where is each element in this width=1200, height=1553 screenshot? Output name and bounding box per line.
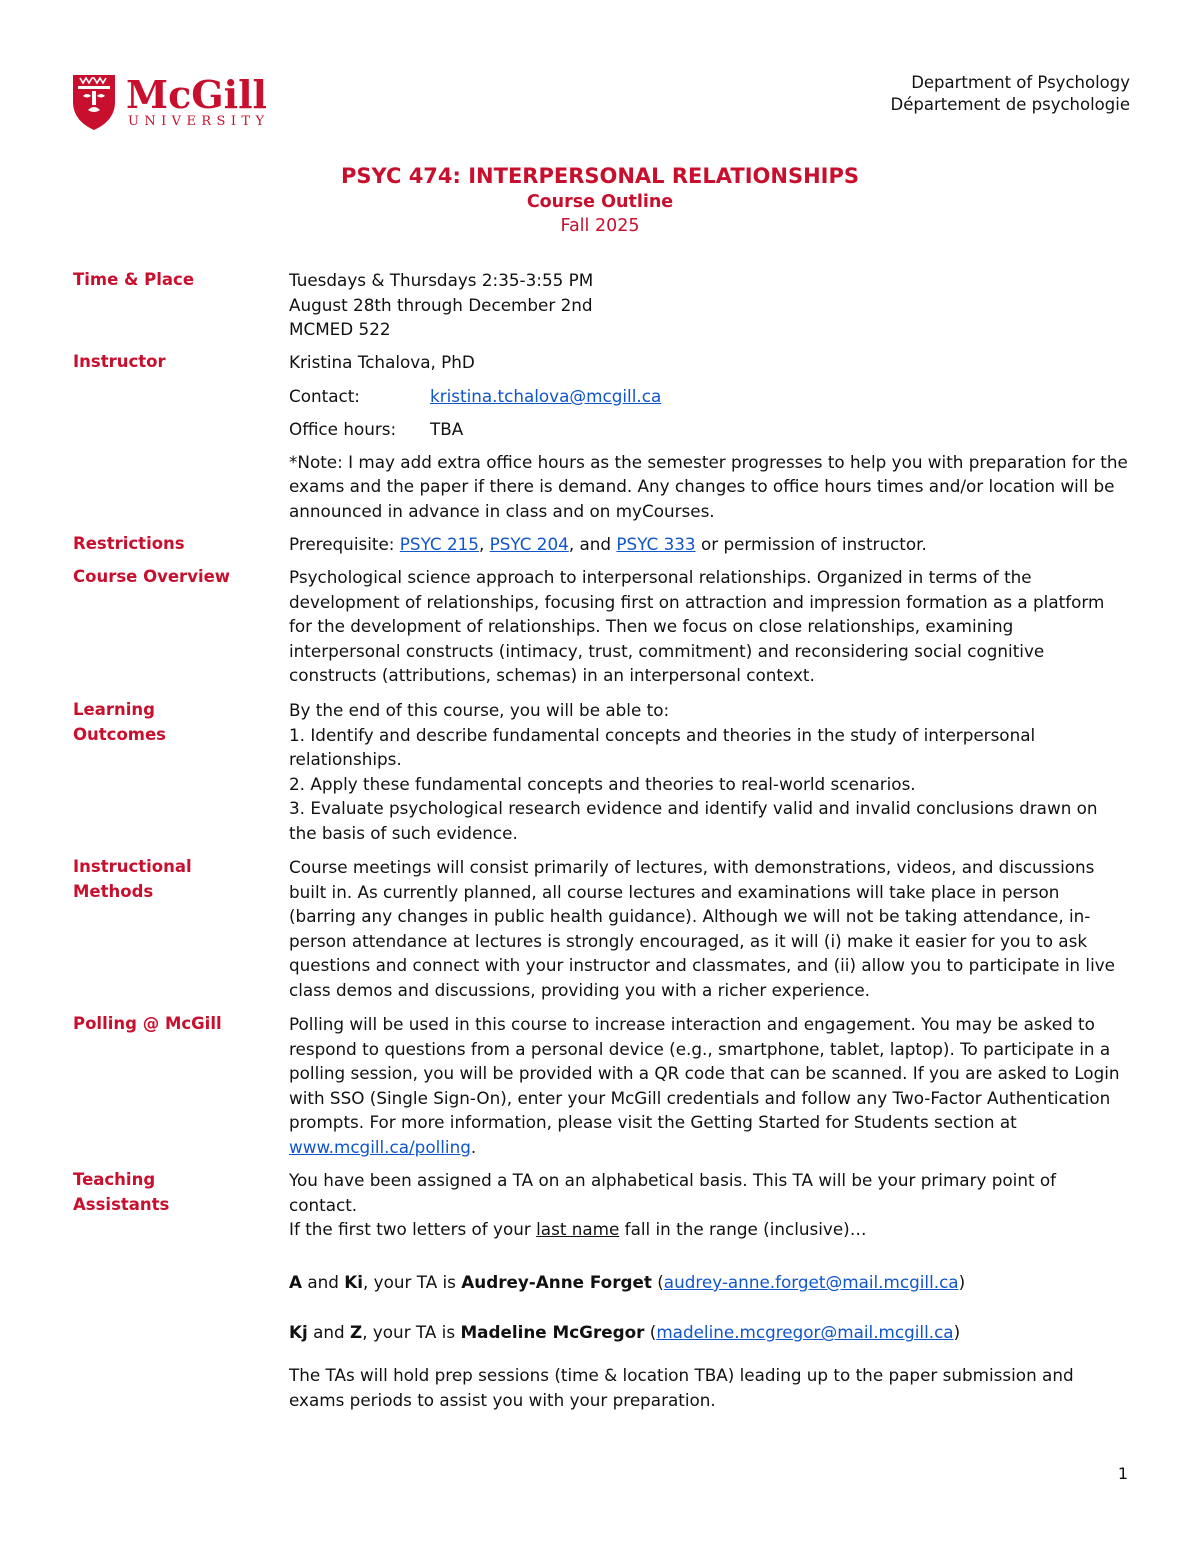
ta2-name: Madeline McGregor: [460, 1322, 645, 1343]
section-content: [289, 1012, 1129, 1160]
ta1-from: A: [289, 1271, 302, 1292]
section-content: [289, 1168, 1129, 1412]
ta1-name: Audrey-Anne Forget: [461, 1271, 652, 1292]
section-label: Instructor: [73, 352, 166, 371]
section-label: Polling @ McGill: [73, 1014, 222, 1033]
separator: ,: [478, 534, 490, 554]
separator: , and: [568, 534, 617, 554]
section-label: Restrictions: [73, 534, 185, 553]
section-content: [289, 698, 1129, 846]
label-line-1: Instructional: [73, 857, 192, 876]
ta2-to: Z: [350, 1322, 363, 1343]
department-english: Department of Psychology: [911, 73, 1130, 92]
page-number: 1: [1117, 1464, 1128, 1483]
ta1-and: and: [302, 1271, 345, 1292]
ta-assignment-1: [289, 1270, 1129, 1295]
paren-open: (: [651, 1271, 664, 1292]
course-subtitle: Course Outline: [526, 192, 674, 212]
label-line-1: Learning: [73, 700, 155, 719]
schedule-room: MCMED 522: [289, 319, 391, 340]
section-content: [289, 532, 1129, 557]
prereq-link-psyc333[interactable]: PSYC 333: [616, 534, 696, 554]
section-content: [289, 565, 1129, 688]
range-pre: If the first two letters of your: [289, 1219, 537, 1240]
outcome-item: 3. Evaluate psychological research evidence and identify valid and invalid conclusions drawn on the basis of such evidence.: [289, 798, 1098, 843]
contact-row: [289, 384, 1129, 409]
prerequisite-prefix: Prerequisite:: [289, 534, 400, 554]
paren-close: ): [958, 1271, 966, 1292]
label-line-2: Methods: [73, 881, 154, 901]
outcome-item: 1. Identify and describe fundamental concepts and theories in the study of interpersonal relationships.: [289, 724, 1036, 770]
schedule-days: Tuesdays & Thursdays 2:35-3:55 PM: [289, 270, 594, 290]
section-content: [289, 350, 1129, 524]
office-hours-value: TBA: [430, 419, 464, 440]
schedule-dates: August 28th through December 2nd: [289, 294, 593, 315]
ta2-from: Kj: [289, 1322, 308, 1343]
course-term: Fall 2025: [560, 216, 640, 236]
ta1-to: Ki: [344, 1271, 364, 1292]
section-label: [73, 1168, 273, 1217]
ta-assignment-2: [289, 1320, 1129, 1345]
course-title: PSYC 474: INTERPERSONAL RELATIONSHIPS: [341, 164, 859, 188]
ta1-mid: , your TA is: [363, 1271, 462, 1292]
paren-open: (: [644, 1322, 657, 1343]
office-hours-row: [289, 417, 1129, 442]
prereq-link-psyc204[interactable]: PSYC 204: [489, 534, 569, 554]
instructor-name: Kristina Tchalova, PhD: [289, 352, 475, 372]
department-french: Département de psychologie: [890, 95, 1130, 114]
section-label: Course Overview: [73, 567, 231, 586]
prerequisite-suffix: or permission of instructor.: [695, 534, 927, 554]
section-content: [289, 268, 1129, 342]
section-label: Time & Place: [73, 270, 195, 289]
polling-end: .: [470, 1136, 477, 1157]
instructor-email-link[interactable]: kristina.tchalova@mcgill.ca: [430, 385, 662, 406]
polling-link[interactable]: www.mcgill.ca/polling: [289, 1136, 471, 1157]
label-line-2: Outcomes: [73, 724, 166, 744]
polling-text: [289, 1012, 1129, 1160]
ta-range-intro: [289, 1217, 1129, 1242]
outcomes-intro: By the end of this course, you will be able to:: [289, 700, 670, 720]
methods-text: Course meetings will consist primarily of lectures, with demonstrations, videos, and discussions built in. As currently planned, all course lectures and examinations will take place in person (barring any changes in public health guidance). Although we will not be taking attendance, in-person attendance at lectures is strongly encouraged, as it will (i) make it easier for you to ask questions and connect with your instructor and classmates, and (ii) allow you to participate in live class demos and discussions, providing you with a richer experience.: [289, 857, 1115, 1000]
section-content: [289, 855, 1129, 1003]
office-hours-note: *Note: I may add extra office hours as the semester progresses to help you with preparation for the exams and the paper if there is demand. Any changes to office hours times and/or location will be announced in advance in class and on myCourses.: [289, 451, 1128, 521]
ta2-email-link[interactable]: madeline.mcgregor@mail.mcgill.ca: [656, 1322, 954, 1343]
range-post: fall in the range (inclusive)…: [619, 1219, 867, 1240]
range-underlined: last name: [536, 1219, 620, 1240]
overview-text: Psychological science approach to interpersonal relationships. Organized in terms of the development of relationships, focusing first on attraction and impression formation as a platform for the development of relationships. Then we focus on close relationships, examining interpersonal constructs (intimacy, trust, commitment) and reconsidering social cognitive constructs (attributions, schemas) in an interpersonal context.: [289, 567, 1105, 686]
outcome-item: 2. Apply these fundamental concepts and theories to real-world scenarios.: [289, 773, 916, 794]
section-label: [73, 698, 273, 747]
department-block: [891, 72, 1130, 116]
ta1-email-link[interactable]: audrey-anne.forget@mail.mcgill.ca: [663, 1271, 959, 1292]
label-line-1: Teaching: [73, 1170, 156, 1189]
section-label: [73, 855, 273, 904]
contact-label: Contact:: [289, 385, 360, 406]
mcgill-logo: [70, 72, 274, 134]
office-hours-label: Office hours:: [289, 419, 397, 440]
polling-body: Polling will be used in this course to increase interaction and engagement. You may be asked to respond to questions from a personal device (e.g., smartphone, tablet, laptop). To participate in a polling session, you will be provided with a QR code that can be scanned. If you are asked to Login with SSO (Single Sign-On), enter your McGill credentials and follow any Two-Factor Authentication prompts. For more information, please visit the Getting Started for Students section at: [289, 1014, 1120, 1133]
logo-subword: UNIVERSITY: [128, 114, 270, 129]
logo-wordmark: McGill: [126, 72, 267, 117]
course-title-block: [0, 162, 1200, 238]
label-line-2: Assistants: [73, 1194, 170, 1214]
prereq-link-psyc215[interactable]: PSYC 215: [399, 534, 479, 554]
mcgill-crest-icon: [70, 72, 118, 132]
ta-prep-sessions: The TAs will hold prep sessions (time & location TBA) leading up to the paper submission and exams periods to assist you with your preparation.: [289, 1364, 1074, 1410]
ta2-and: and: [307, 1322, 351, 1343]
paren-close: ): [953, 1322, 961, 1343]
ta-intro: You have been assigned a TA on an alphabetical basis. This TA will be your primary point of contact.: [289, 1170, 1057, 1215]
ta2-mid: , your TA is: [362, 1322, 461, 1343]
